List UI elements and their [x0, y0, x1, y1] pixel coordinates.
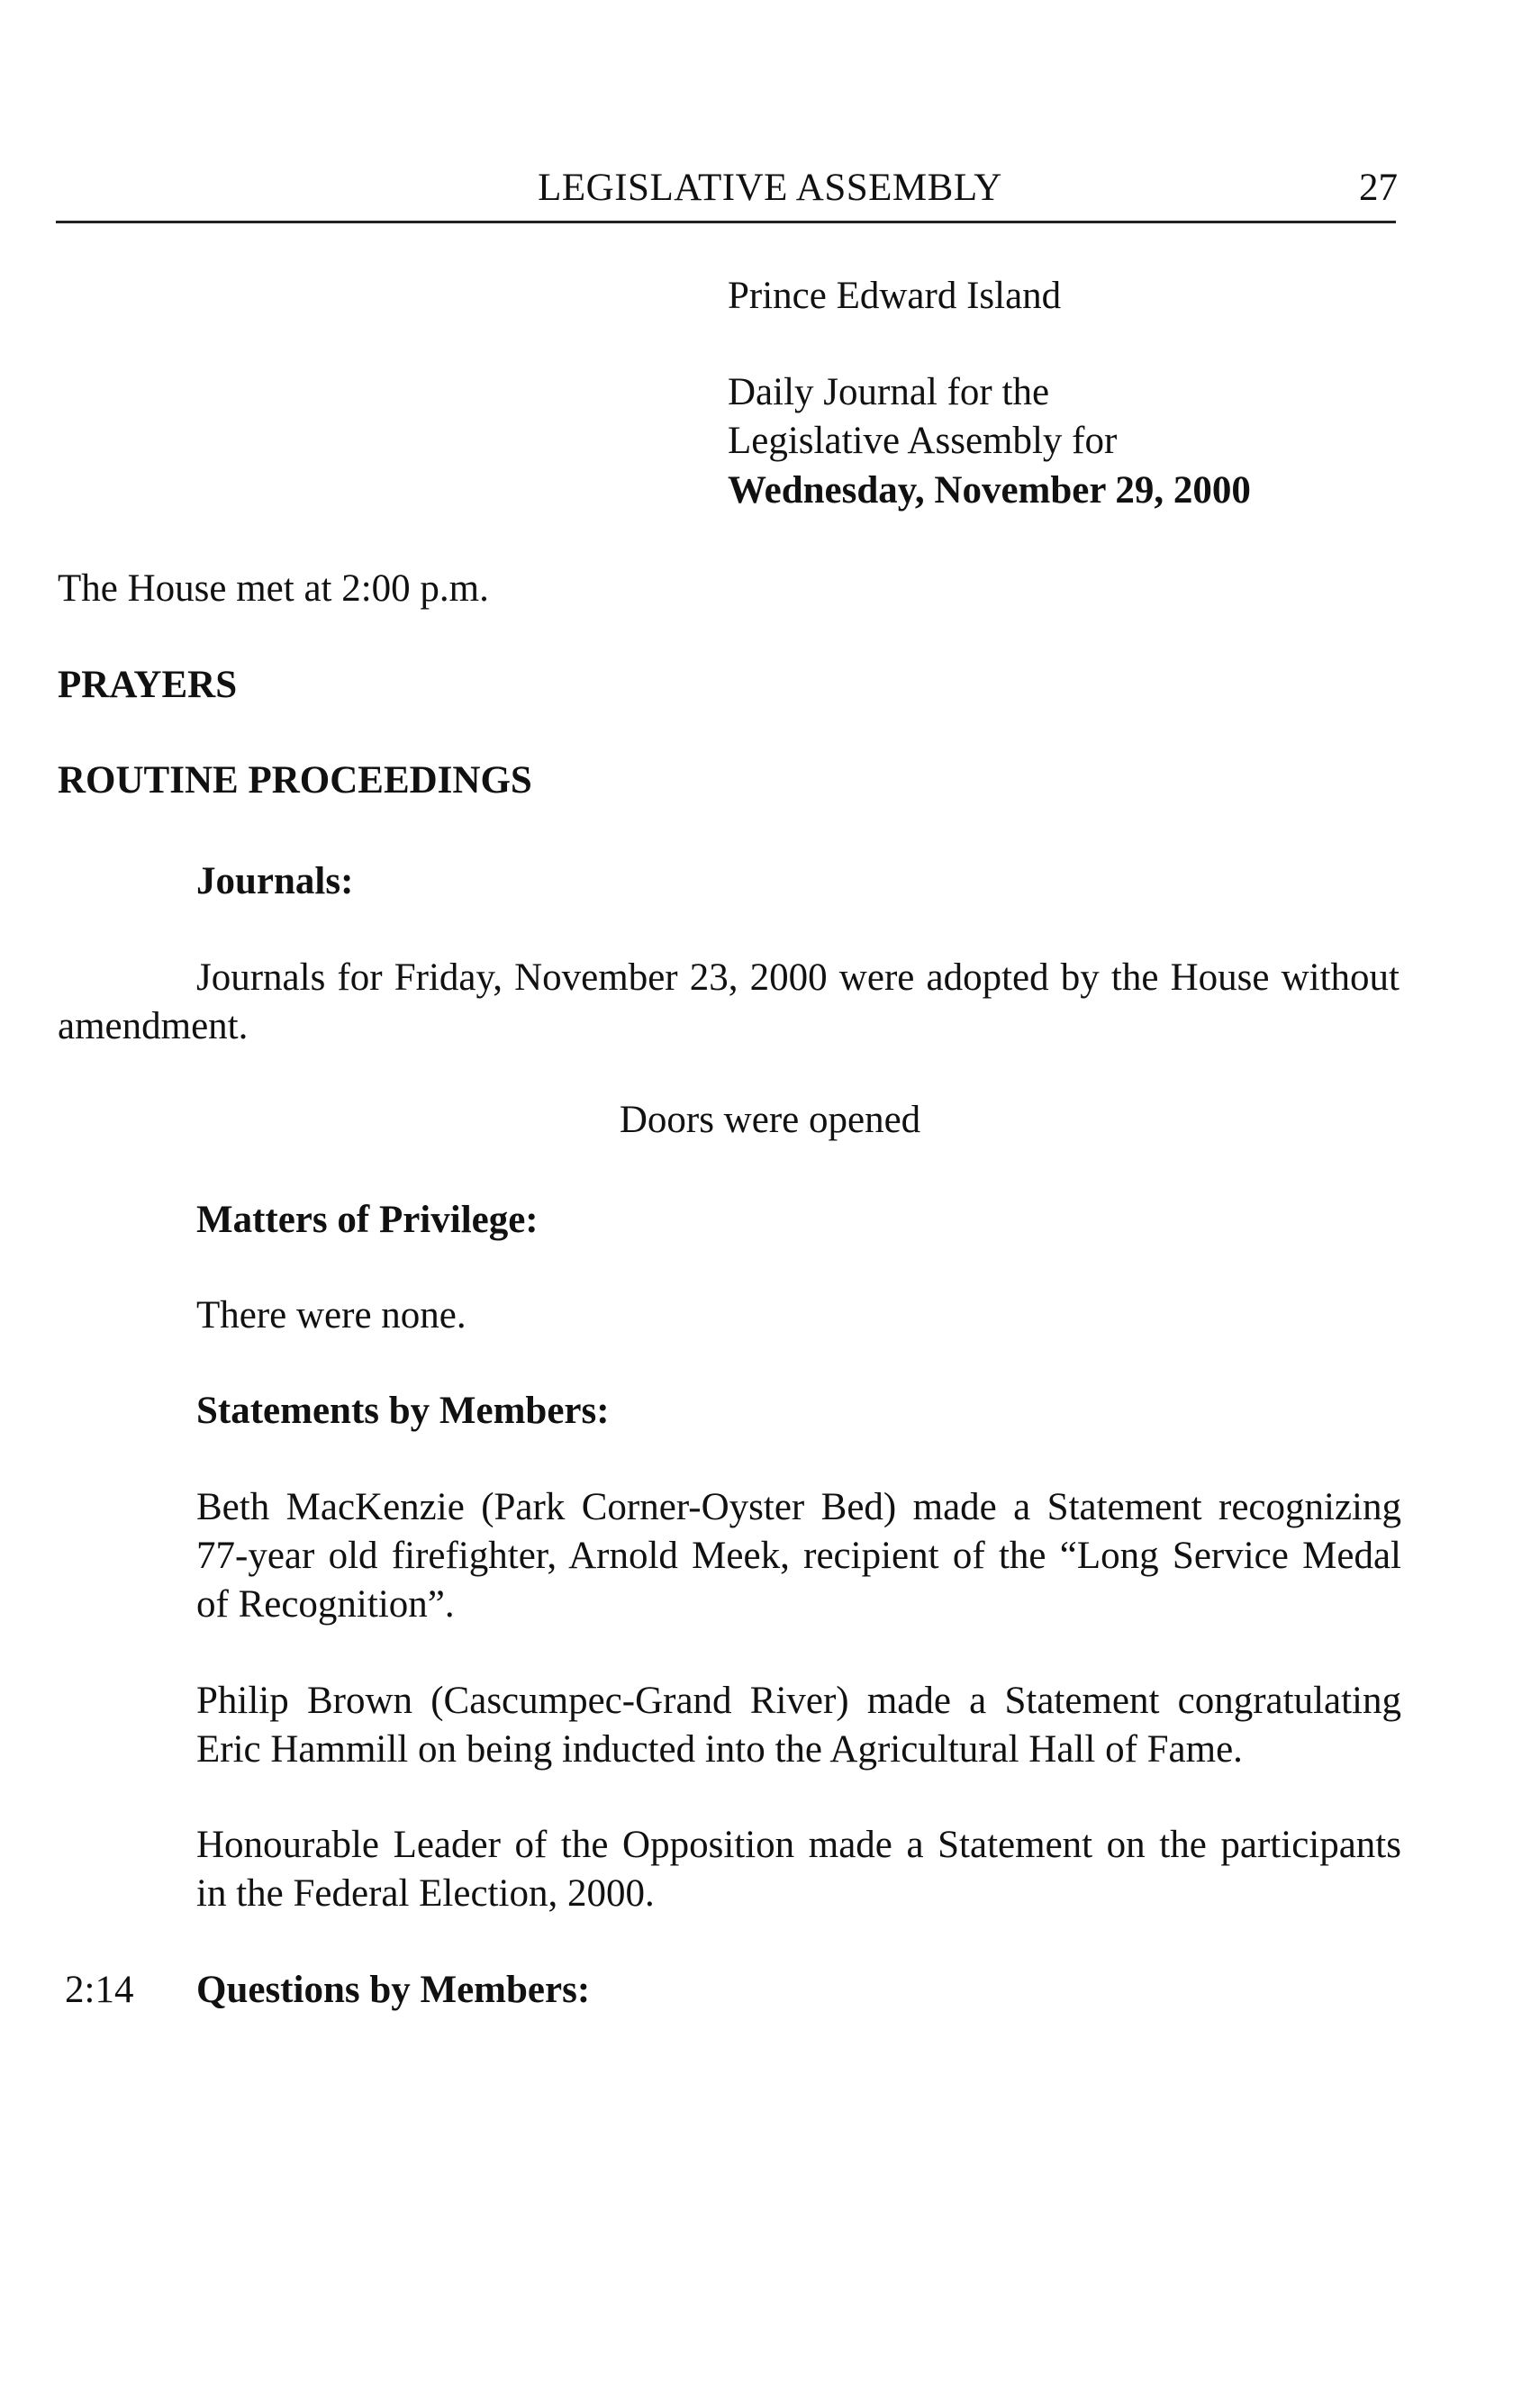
statement-line: Honourable Leader of the Opposition made a Statement on the participants: [196, 1824, 1401, 1866]
journals-text-line-1: Journals for Friday, November 23, 2000 were adopted by the House without: [196, 956, 1400, 999]
prayers-heading: PRAYERS: [58, 664, 238, 706]
routine-proceedings-heading: ROUTINE PROCEEDINGS: [58, 759, 532, 802]
journal-date: Wednesday, November 29, 2000: [728, 469, 1251, 512]
statements-heading: Statements by Members:: [196, 1390, 610, 1432]
journals-heading: Journals:: [196, 860, 354, 902]
statement-line: in the Federal Election, 2000.: [196, 1872, 655, 1915]
statement-line: Eric Hammill on being inducted into the Agricultural Hall of Fame.: [196, 1728, 1243, 1771]
house-met-time: The House met at 2:00 p.m.: [58, 567, 489, 610]
journals-text-line-2: amendment.: [58, 1005, 249, 1047]
header-rule: [56, 221, 1396, 223]
statement-line: Beth MacKenzie (Park Corner-Oyster Bed) made a Statement recognizing: [196, 1486, 1401, 1528]
page-number: 27: [1359, 167, 1398, 209]
doors-opened-note: Doors were opened: [619, 1099, 921, 1141]
statement-line: of Recognition”.: [196, 1583, 455, 1626]
statement-line: 77-year old firefighter, Arnold Meek, recipient of the “Long Service Medal: [196, 1535, 1401, 1577]
journal-title-line-1: Daily Journal for the: [728, 371, 1050, 413]
privilege-text: There were none.: [196, 1294, 467, 1336]
questions-heading: Questions by Members:: [196, 1969, 591, 2011]
margin-time-marker: 2:14: [65, 1969, 134, 2011]
running-header-title: LEGISLATIVE ASSEMBLY: [538, 167, 1002, 209]
privilege-heading: Matters of Privilege:: [196, 1199, 539, 1241]
province-name: Prince Edward Island: [728, 275, 1062, 317]
statement-line: Philip Brown (Cascumpec-Grand River) made a Statement congratulating: [196, 1680, 1401, 1722]
journal-title-line-2: Legislative Assembly for: [728, 420, 1118, 462]
